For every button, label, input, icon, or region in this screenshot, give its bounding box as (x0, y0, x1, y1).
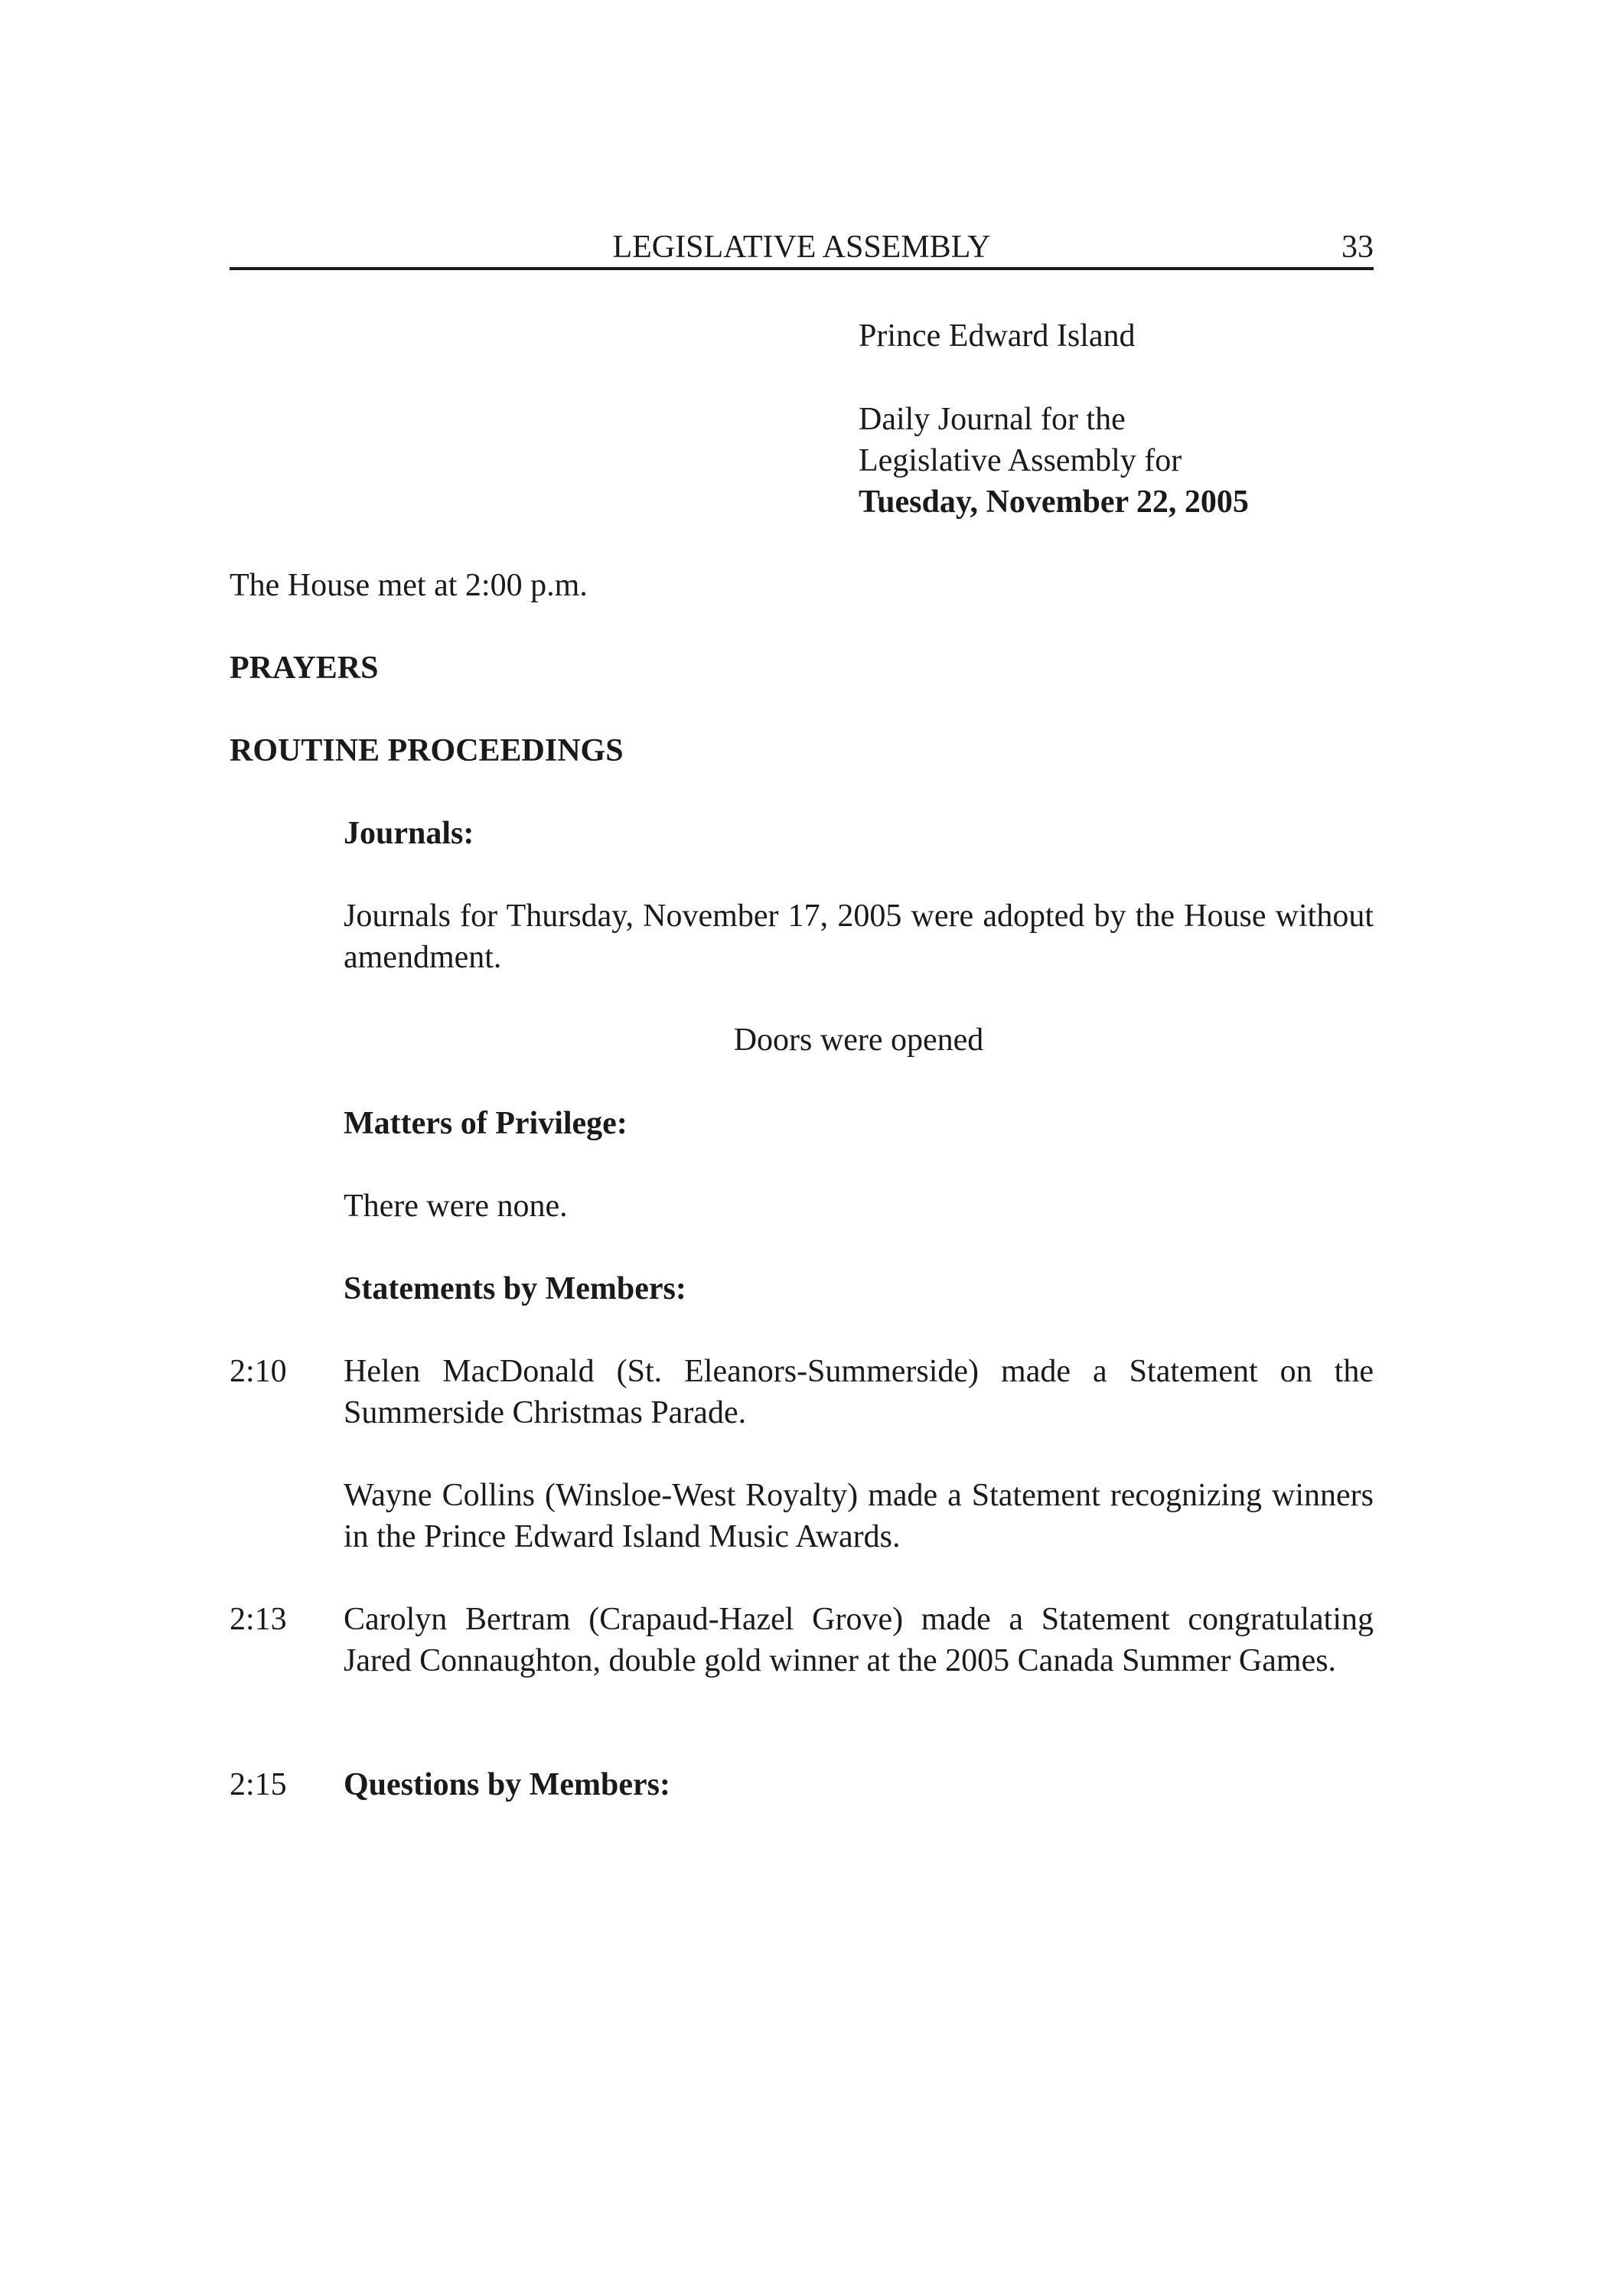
header-title: LEGISLATIVE ASSEMBLY (612, 230, 991, 265)
doors-opened-note: Doors were opened (733, 1022, 984, 1058)
privilege-text: There were none. (344, 1189, 568, 1224)
journals-heading: Journals: (344, 816, 474, 851)
journals-text: Journals for Thursday, November 17, 2005 were adopted by the House without amendment. (344, 899, 1374, 975)
statements-heading: Statements by Members: (344, 1271, 686, 1306)
masthead-assembly-line: Legislative Assembly for (859, 443, 1182, 478)
opening-statement: The House met at 2:00 p.m. (230, 568, 588, 603)
masthead-date: Tuesday, November 22, 2005 (859, 484, 1249, 520)
entry-time: 2:10 (230, 1354, 287, 1389)
masthead-journal-line: Daily Journal for the (859, 402, 1126, 437)
statement-entry: Wayne Collins (Winsloe-West Royalty) made a Statement recognizing winners in the Prince Edward Island Music Awards. (344, 1478, 1374, 1554)
questions-heading: Questions by Members: (344, 1767, 670, 1802)
statement-entry: Carolyn Bertram (Crapaud-Hazel Grove) made a Statement congratulating Jared Connaughton, double gold winner at the 2005 Canada Summer Games. (344, 1602, 1374, 1678)
prayers-heading: PRAYERS (230, 651, 379, 686)
privilege-heading: Matters of Privilege: (344, 1106, 627, 1141)
routine-proceedings-heading: ROUTINE PROCEEDINGS (230, 733, 624, 768)
page-number: 33 (1341, 230, 1374, 265)
masthead-province: Prince Edward Island (859, 318, 1136, 354)
entry-time: 2:13 (230, 1602, 287, 1637)
header-rule (230, 267, 1374, 270)
entry-time: 2:15 (230, 1767, 287, 1802)
statement-entry: Helen MacDonald (St. Eleanors-Summerside) made a Statement on the Summerside Christmas Parade. (344, 1354, 1374, 1430)
